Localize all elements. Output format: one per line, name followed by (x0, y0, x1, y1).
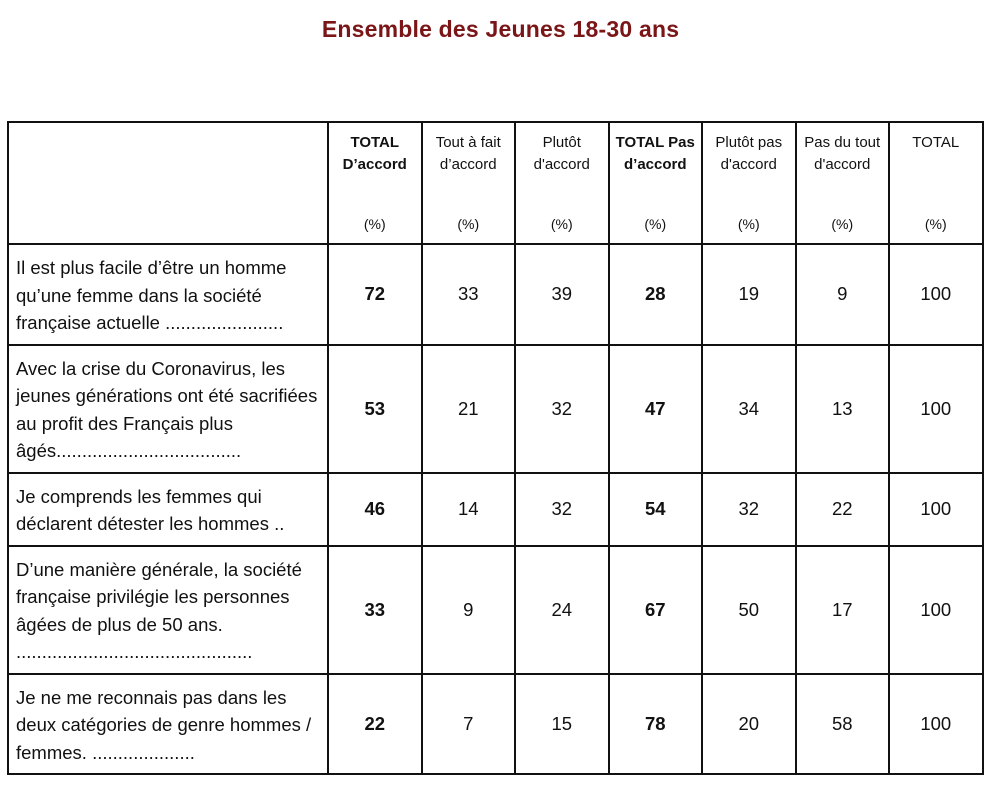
header-pas-du-tout-accord (796, 122, 890, 244)
table-header-row (8, 122, 983, 244)
cell-plutot-pas-accord: 32 (702, 473, 796, 546)
cell-total: 100 (889, 546, 983, 674)
cell-total-pas-accord: 28 (609, 244, 703, 345)
header-tout-a-fait-accord (422, 122, 516, 244)
table-row (8, 244, 983, 345)
row-statement: Il est plus facile d’être un homme qu’une femme dans la société française actuelle ....................... (8, 244, 328, 345)
header-plutot-accord (515, 122, 609, 244)
header-unit: (%) (550, 216, 573, 232)
header-unit: (%) (924, 216, 947, 232)
cell-total-pas-accord: 67 (609, 546, 703, 674)
table-row (8, 345, 983, 473)
cell-total: 100 (889, 473, 983, 546)
cell-total-accord: 72 (328, 244, 422, 345)
table-row (8, 546, 983, 674)
cell-total-accord: 33 (328, 546, 422, 674)
cell-tout-a-fait-accord: 9 (422, 546, 516, 674)
cell-pas-du-tout-accord: 58 (796, 674, 890, 775)
cell-plutot-accord: 15 (515, 674, 609, 775)
cell-total: 100 (889, 244, 983, 345)
survey-table (7, 121, 984, 775)
header-label: TOTAL D’accord (342, 134, 407, 173)
header-plutot-pas-accord (702, 122, 796, 244)
cell-plutot-pas-accord: 34 (702, 345, 796, 473)
cell-pas-du-tout-accord: 9 (796, 244, 890, 345)
page-title: Ensemble des Jeunes 18-30 ans (321, 16, 680, 42)
header-label: TOTAL (912, 134, 960, 151)
table-row (8, 674, 983, 775)
cell-plutot-pas-accord: 20 (702, 674, 796, 775)
cell-total-pas-accord: 47 (609, 345, 703, 473)
header-empty-cell (8, 122, 328, 244)
cell-plutot-accord: 39 (515, 244, 609, 345)
header-unit: (%) (363, 216, 386, 232)
cell-tout-a-fait-accord: 14 (422, 473, 516, 546)
table-row (8, 473, 983, 546)
row-statement: Je comprends les femmes qui déclarent détester les hommes .. (8, 473, 328, 546)
cell-total-pas-accord: 54 (609, 473, 703, 546)
cell-total: 100 (889, 674, 983, 775)
cell-total-accord: 22 (328, 674, 422, 775)
cell-tout-a-fait-accord: 33 (422, 244, 516, 345)
row-statement: Avec la crise du Coronavirus, les jeunes générations ont été sacrifiées au profit des Français plus âgés.................................... (8, 345, 328, 473)
cell-total: 100 (889, 345, 983, 473)
cell-tout-a-fait-accord: 7 (422, 674, 516, 775)
header-unit: (%) (831, 216, 854, 232)
cell-tout-a-fait-accord: 21 (422, 345, 516, 473)
cell-total-pas-accord: 78 (609, 674, 703, 775)
cell-plutot-pas-accord: 19 (702, 244, 796, 345)
cell-plutot-accord: 24 (515, 546, 609, 674)
cell-pas-du-tout-accord: 13 (796, 345, 890, 473)
header-label: Plutôt pas d'accord (715, 134, 783, 173)
header-label: Pas du tout d'accord (804, 134, 881, 173)
header-unit: (%) (644, 216, 667, 232)
cell-pas-du-tout-accord: 22 (796, 473, 890, 546)
cell-plutot-accord: 32 (515, 473, 609, 546)
header-label: Plutôt d'accord (533, 134, 590, 173)
header-total-accord (328, 122, 422, 244)
header-unit: (%) (737, 216, 760, 232)
cell-plutot-accord: 32 (515, 345, 609, 473)
cell-pas-du-tout-accord: 17 (796, 546, 890, 674)
row-statement: Je ne me reconnais pas dans les deux catégories de genre hommes / femmes. .................... (8, 674, 328, 775)
header-total (889, 122, 983, 244)
header-unit: (%) (457, 216, 480, 232)
cell-total-accord: 53 (328, 345, 422, 473)
cell-plutot-pas-accord: 50 (702, 546, 796, 674)
header-label: Tout à fait d’accord (435, 134, 501, 173)
cell-total-accord: 46 (328, 473, 422, 546)
header-total-pas-accord (609, 122, 703, 244)
header-label: TOTAL Pas d’accord (615, 134, 695, 173)
row-statement: D’une manière générale, la société française privilégie les personnes âgées de plus de 50 ans. .............................................. (8, 546, 328, 674)
